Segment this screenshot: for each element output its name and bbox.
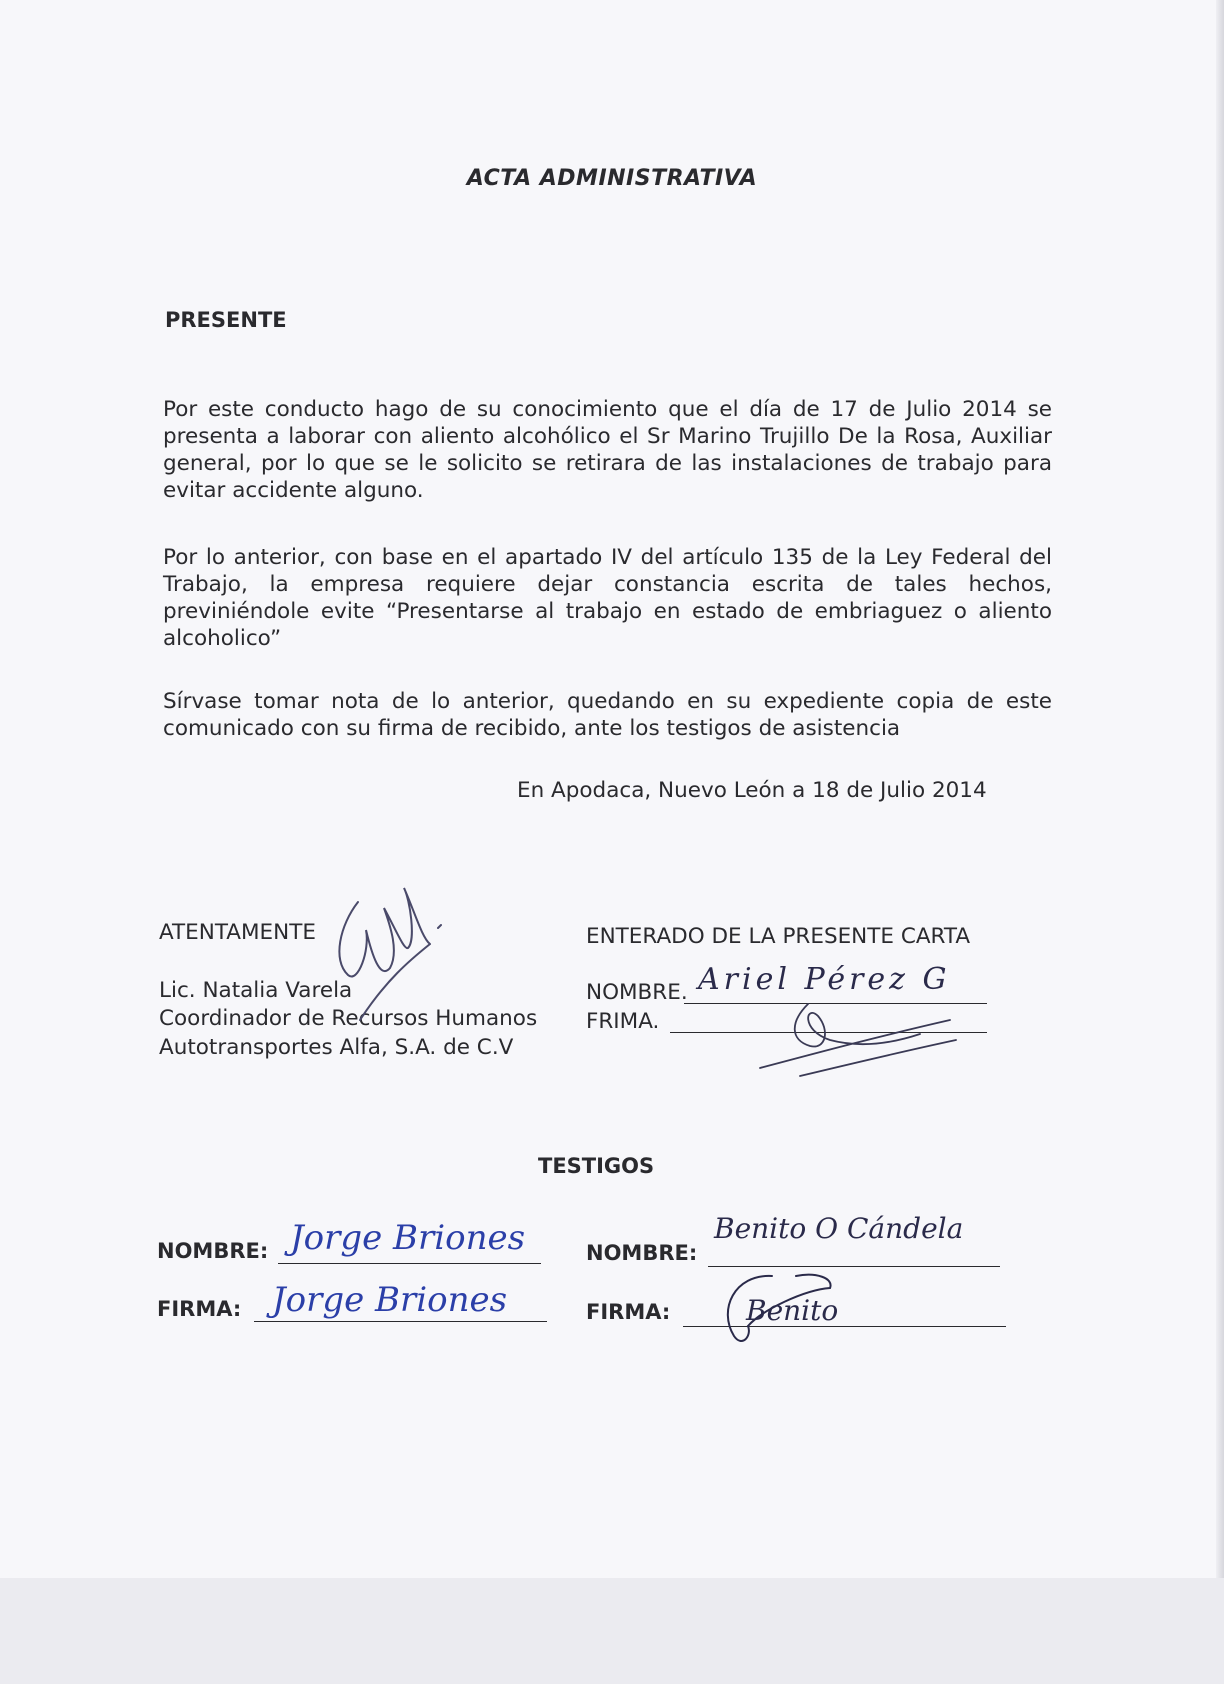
witness-right-signature-label: FIRMA: [586,1300,671,1324]
witness-left-signature-label: FIRMA: [157,1297,242,1321]
salutation: PRESENTE [165,308,287,332]
sender-position: Coordinador de Recursos Humanos [159,1006,538,1031]
scan-margin [0,1578,1224,1684]
witness-left-signature-line [254,1321,547,1322]
witness-right-name-label: NOMBRE: [586,1241,698,1265]
paragraph-1: Por este conducto hago de su conocimiento que el día de 17 de Julio 2014 se presenta a laborar con aliento alcohólico el Sr Marino Trujillo De la Rosa, Auxiliar general, por lo que se le solicito se retirara de las instalaciones de trabajo para evitar accidente alguno. [163,397,1052,503]
ack-handwritten-name: Ariel Pérez G [698,962,951,997]
sender-name: Lic. Natalia Varela [159,978,353,1003]
ack-name-label: NOMBRE. [586,980,688,1005]
acknowledgement-heading: ENTERADO DE LA PRESENTE CARTA [586,924,971,949]
ack-signature [760,1000,960,1080]
place-date: En Apodaca, Nuevo León a 18 de Julio 2014 [517,778,987,803]
closing: ATENTAMENTE [159,920,316,945]
paragraph-3: Sírvase tomar nota de lo anterior, quedando en su expediente copia de este comunicado con su firma de recibido, ante los testigos de asistencia [163,689,1052,741]
witness-right-handwritten-name: Benito O Cándela [714,1212,964,1245]
witness-right-signature-text: Benito [746,1294,839,1327]
ack-signature-label: FRIMA. [586,1009,660,1034]
paragraph-2: Por lo anterior, con base en el apartado IV del artículo 135 de la Ley Federal del Trabajo, la empresa requiere dejar constancia escrita de tales hechos, previniéndole evite “Presentarse al trabajo en estado de embriaguez o aliento alcoholico” [163,545,1052,651]
sender-company: Autotransportes Alfa, S.A. de C.V [159,1035,514,1060]
witness-left-handwritten-name: Jorge Briones [290,1218,526,1258]
scan-edge [1216,0,1224,1578]
witness-right-name-line [708,1266,1000,1267]
witness-right-signature [712,1270,842,1350]
witnesses-heading: TESTIGOS [538,1154,655,1178]
sender-signature [330,880,450,1020]
document-title: ACTA ADMINISTRATIVA [466,166,758,191]
witness-left-signature: Jorge Briones [272,1280,508,1320]
witness-left-name-line [278,1263,541,1264]
witness-left-name-label: NOMBRE: [157,1239,269,1263]
